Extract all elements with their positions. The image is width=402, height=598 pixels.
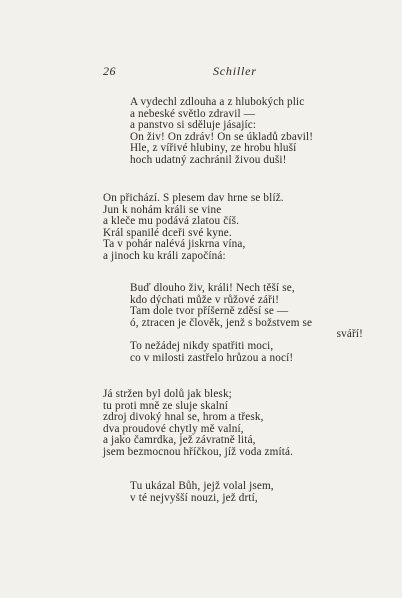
verse-line: a jinoch ku králi započíná: <box>103 249 226 262</box>
verse-line: tu proti mně ze sluje skalní <box>103 399 229 412</box>
verse-line: Jun k nohám králi se vine <box>103 203 222 216</box>
verse-line: Král spanilé dceři své kyne. <box>103 226 232 239</box>
stanza-3 <box>130 283 363 364</box>
verse-line: hoch udatný zachránil živou duši! <box>130 153 287 166</box>
verse-line: A vydechl zdlouha a z hlubokých plic <box>130 96 305 108</box>
stanza-1 <box>130 97 313 167</box>
verse-line: v té nejvyšší nouzi, jež drtí, <box>130 491 258 504</box>
stanza-2 <box>103 193 284 263</box>
running-head: Schiller <box>213 64 257 78</box>
verse-line: Tam dole tvor příšerně zděsí se — <box>130 305 289 318</box>
stanza-5 <box>130 481 274 504</box>
verse-line: zdroj divoký hnal se, hrom a třesk, <box>103 411 264 424</box>
verse-line: Hle, z vířivé hlubiny, ze hrobu hluší <box>130 142 297 155</box>
verse-line-turnover: sváří! <box>336 328 363 341</box>
verse-line: Já stržen byl dolů jak blesk; <box>103 388 232 400</box>
verse-line: kdo dýchati může v růžové záři! <box>130 293 280 306</box>
page-number: 26 <box>103 64 116 78</box>
verse-line: a panstvo si sděluje jásajíc: <box>130 119 257 132</box>
verse-line: Tu ukázal Bůh, jejž volal jsem, <box>130 480 274 492</box>
verse-line: jsem bezmocnou hříčkou, jíž voda zmítá. <box>103 445 294 458</box>
verse-line: co v milosti zastřelo hrůzou a nocí! <box>130 351 294 364</box>
verse-line: Buď dlouho živ, králi! Nech těší se, <box>130 282 295 294</box>
verse-line: a kleče mu podává zlatou číš. <box>103 215 240 228</box>
verse-line: On přichází. S plesem dav hrne se blíž. <box>103 192 284 204</box>
verse-line: On živ! On zdráv! On se úkladů zbavil! <box>130 130 314 143</box>
verse-line: To nežádej nikdy spatřiti moci, <box>130 339 274 352</box>
verse-line: Ta v pohár nalévá jiskrna vína, <box>103 238 246 251</box>
verse-line: a jako čamrdka, jež závratně litá, <box>103 434 256 447</box>
stanza-4 <box>103 389 293 459</box>
verse-line: dva proudové chytly mě valní, <box>103 422 244 435</box>
verse-line: ó, ztracen je člověk, jenž s božstvem se <box>130 316 313 329</box>
verse-line: a nebeské světlo zdravil — <box>130 107 256 120</box>
